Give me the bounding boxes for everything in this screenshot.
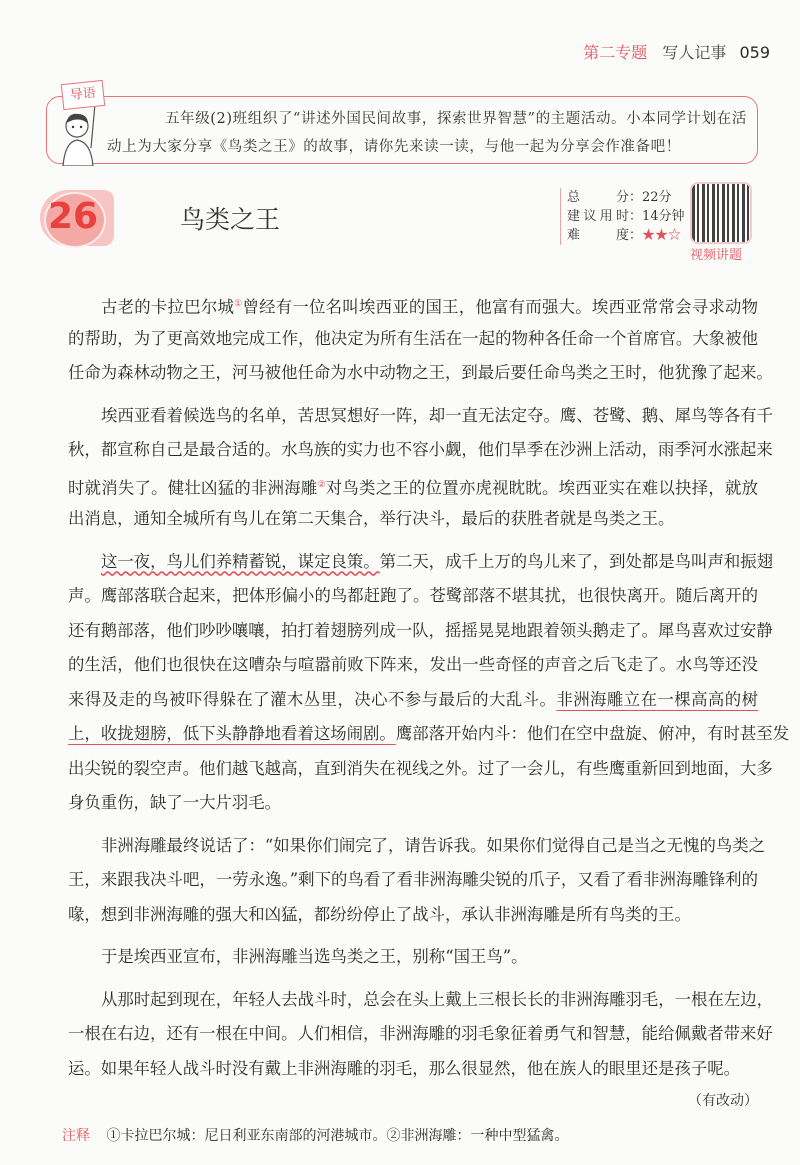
text-line	[68, 863, 758, 898]
text-line	[68, 940, 758, 975]
text-line	[68, 322, 758, 357]
text-line	[68, 829, 766, 864]
text-segment: 来得及走的鸟被吓得躲在了灌木丛里，决心不参与最后的大乱斗。	[68, 689, 557, 709]
text-segment: 秋，都宣称自己是最合适的。水鸟族的实力也不容小觑，他们旱季在沙洲上活动，雨季河水涨起来	[68, 440, 773, 459]
text-segment: 的生活，他们也很快在这嘈杂与喧嚣前败下阵来，发出一些奇怪的声音之后飞走了。水鸟等还没	[68, 655, 758, 674]
text-segment: 喙，想到非洲海雕的强大和凶猛，都纷纷停止了战斗，承认非洲海雕是所有鸟类的王。	[68, 904, 691, 924]
source-note: （有改动）	[688, 1093, 758, 1109]
paragraph	[68, 287, 773, 391]
text-line	[68, 683, 758, 718]
text-line	[68, 614, 773, 649]
section-label: 第二专题	[583, 43, 648, 62]
lesson-number-badge	[40, 190, 114, 246]
score-value: 22分	[642, 190, 672, 205]
text-line	[68, 468, 758, 503]
time-value: 14分钟	[642, 209, 685, 224]
paragraph	[68, 545, 790, 821]
lesson-title: 鸟类之王	[180, 205, 281, 234]
marked-text: 上，收拢翅膀，低下头静静地看着这场闹剧。	[68, 724, 396, 743]
text-line	[68, 356, 773, 391]
text-line	[68, 1052, 758, 1087]
footnotes	[62, 1125, 568, 1145]
footnote-marker: ①	[234, 299, 243, 309]
text-segment: 时就消失了。健壮凶猛的非洲海雕	[68, 477, 318, 497]
text-segment: 古老的卡拉巴尔城	[101, 297, 235, 317]
difficulty-stars: ★★☆	[642, 228, 682, 243]
text-line	[68, 433, 773, 468]
marked-text: 非洲海雕立在一棵高高的树	[556, 689, 759, 709]
text-segment: 从那时起到现在，年轻人去战斗时，总会在头上戴上三根长长的非洲海雕羽毛，一根在左边，	[101, 989, 774, 1009]
text-segment: 鹰部落开始内斗：他们在空中盘旋、俯冲，有时甚至发	[395, 724, 790, 743]
paragraph	[68, 399, 774, 537]
qr-code-icon[interactable]	[690, 182, 752, 244]
text-segment: 运。如果年轻人战斗时没有戴上非洲海雕的羽毛，那么很显然，他在族人的眼里还是孩子呢。	[68, 1058, 741, 1078]
paragraph	[68, 940, 758, 975]
text-line	[68, 579, 758, 614]
lesson-number: 26	[47, 196, 99, 237]
article-body	[68, 287, 790, 1094]
notes-label: 注释	[62, 1128, 90, 1144]
text-segment: 还有鹅部落，他们吵吵嚷嚷，拍打着翅膀列成一队，摇摇晃晃地跟着领头鹅走了。犀鸟喜欢过安静	[68, 620, 773, 640]
difficulty-label: 难度	[567, 228, 629, 243]
page-header	[583, 40, 770, 63]
text-segment: 一根在右边，还有一根在中间。人们相信，非洲海雕的羽毛象征着勇气和智慧，能给佩戴者带来好	[68, 1024, 773, 1043]
video-explanation-link[interactable]: 视频讲题	[690, 248, 743, 263]
marked-text: 这一夜，鸟儿们养精蓄锐，谋定良策。	[101, 551, 380, 571]
time-label: 建议用时	[567, 209, 629, 224]
text-line	[68, 786, 758, 821]
paragraph	[68, 983, 774, 1087]
topic-label: 写人记事	[662, 43, 727, 62]
cartoon-boy-icon	[55, 104, 105, 170]
page-number: 059	[739, 43, 770, 62]
footnote-marker: ②	[317, 479, 326, 490]
notes-text: ①卡拉巴尔城：尼日利亚东南部的河港城市。②非洲海雕：一种中型猛禽。	[106, 1128, 569, 1144]
text-segment: 非洲海雕最终说话了：“如果你们闹完了，请告诉我。如果你们觉得自己是当之无愧的鸟类之	[101, 835, 766, 855]
text-segment: 埃西亚看着候选鸟的名单，苦思冥想好一阵，却一直无法定夺。鹰、苍鹭、鹅、犀鸟等各有千	[101, 405, 774, 425]
text-segment: 出消息，通知全城所有鸟儿在第二天集合，举行决斗，最后的获胜者就是鸟类之王。	[68, 509, 675, 528]
lesson-info: 总分：22分 建议用时：14分钟 难度：★★☆	[560, 188, 685, 245]
text-line	[68, 983, 774, 1018]
text-line	[68, 752, 773, 787]
paragraph	[68, 829, 766, 933]
text-segment: 曾经有一位名叫埃西亚的国王，他富有而强大。埃西亚常常会寻求动物	[242, 297, 759, 317]
text-line	[68, 898, 758, 933]
text-line	[68, 717, 790, 752]
text-segment: 的帮助，为了更高效地完成工作，他决定为所有生活在一起的物种各任命一个首席官。大象被他	[68, 328, 758, 348]
text-segment: 声。鹰部落联合起来，把体形偏小的鸟都赶跑了。苍鹭部落不堪其扰，也很快离开。随后离开的	[68, 586, 758, 605]
text-segment: 王，来跟我决斗吧，一劳永逸。”剩下的鸟看了看非洲海雕尖锐的爪子，又看了看非洲海雕锋利的	[68, 870, 758, 889]
intro-line: 动上为大家分享《鸟类之王》的故事，请你先来读一读，与他一起为分享会作准备吧！	[107, 139, 681, 155]
intro-box	[46, 96, 758, 164]
text-segment: 对鸟类之王的位置亦虎视眈眈。埃西亚实在难以抉择，就放	[325, 477, 758, 497]
text-segment: 第二天，成千上万的鸟儿来了，到处都是鸟叫声和振翅	[379, 551, 774, 571]
intro-line: 五年级(2)班组织了“讲述外国民间故事，探索世界智慧”的主题活动。小本同学计划在活	[165, 111, 747, 127]
text-line	[68, 399, 774, 434]
text-line	[68, 648, 758, 683]
text-line	[68, 545, 774, 580]
text-segment: 身负重伤，缺了一大片羽毛。	[68, 793, 282, 812]
text-segment: 任命为森林动物之王，河马被他任命为水中动物之王，到最后要任命鸟类之王时，他犹豫了起来。	[68, 363, 773, 382]
score-label: 总分	[567, 190, 629, 205]
text-line	[68, 287, 758, 322]
text-line	[68, 1017, 773, 1052]
text-segment: 出尖锐的裂空声。他们越飞越高，直到消失在视线之外。过了一会儿，有些鹰重新回到地面，大多	[68, 758, 773, 778]
text-segment: 于是埃西亚宣布，非洲海雕当选鸟类之王，别称“国王鸟”。	[101, 947, 528, 966]
intro-sign: 导语	[61, 80, 105, 110]
text-line	[68, 502, 758, 537]
